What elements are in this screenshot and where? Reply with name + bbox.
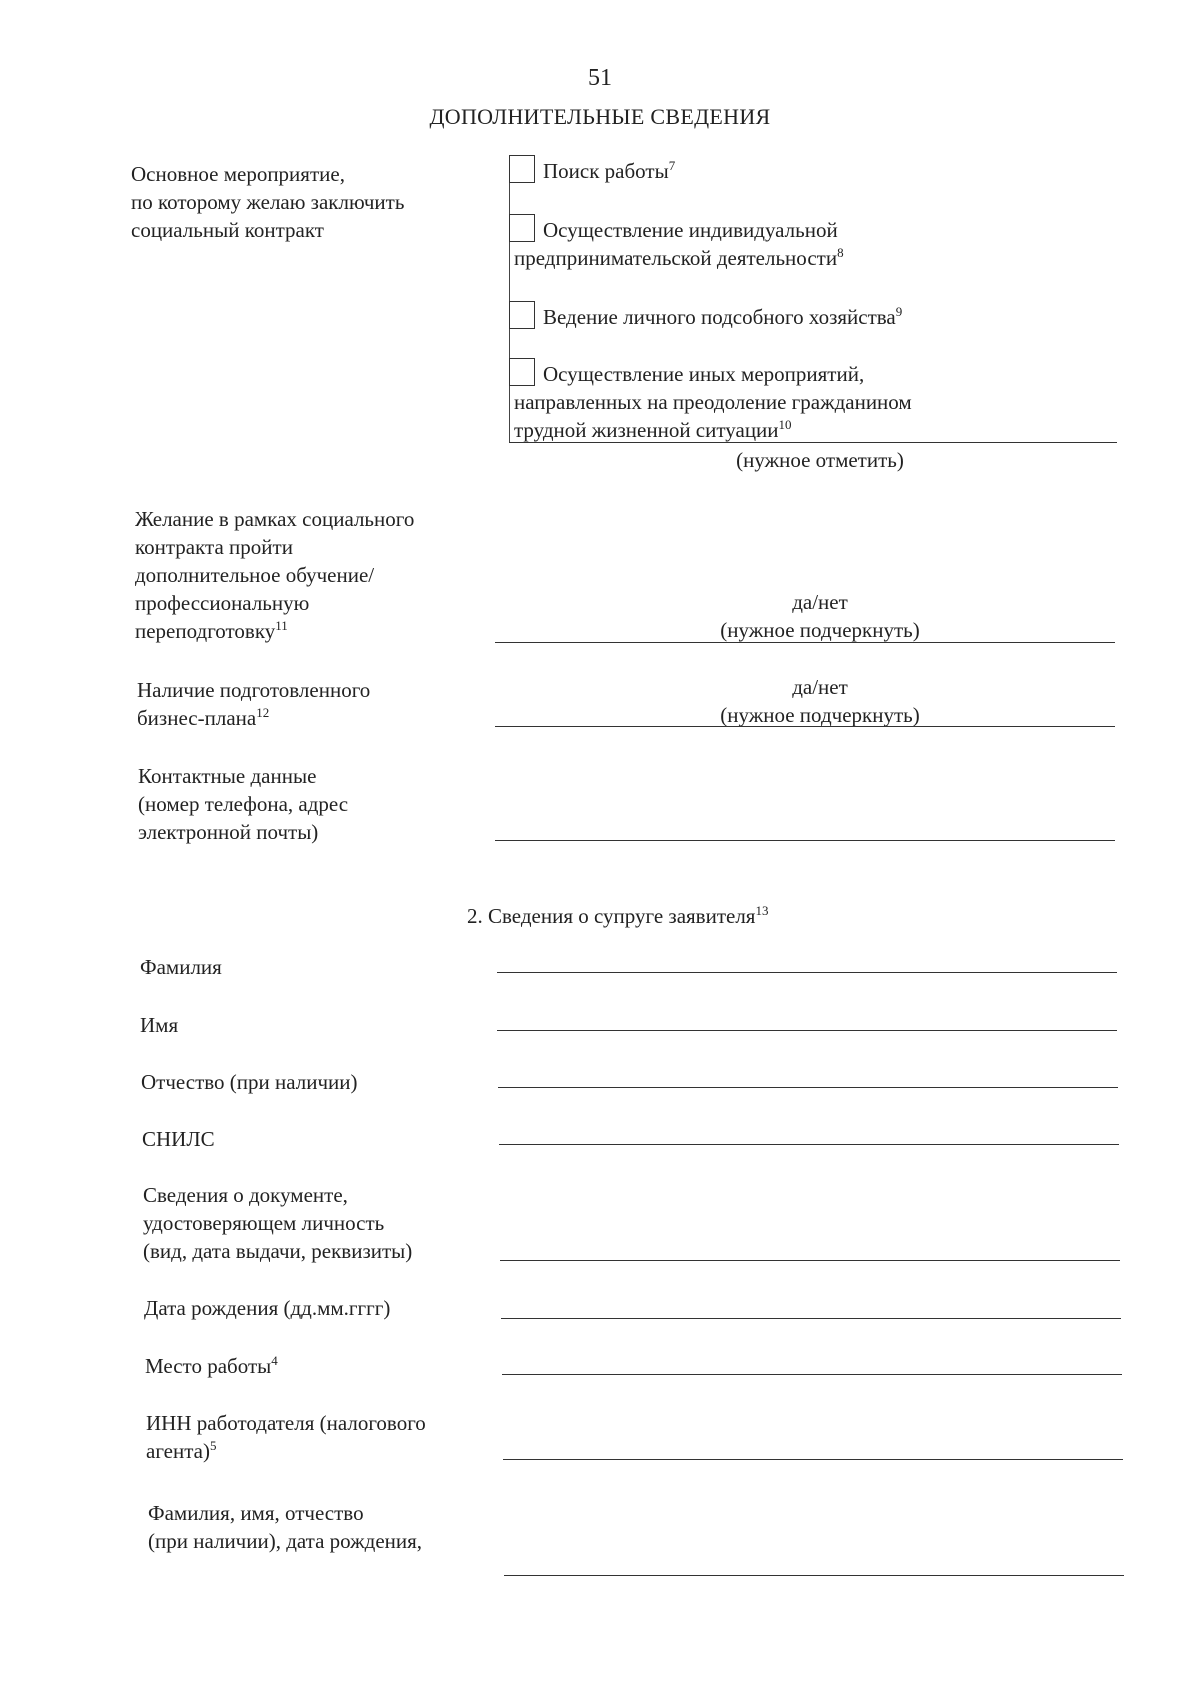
contacts-underline (495, 840, 1115, 841)
name-underline (497, 1030, 1117, 1031)
business-plan-note: (нужное подчеркнуть) (720, 703, 920, 727)
checkbox-entrepreneurship[interactable] (509, 214, 535, 242)
contacts-field[interactable] (495, 810, 1115, 838)
checkbox-job-search[interactable] (509, 155, 535, 183)
field-label-name: Имя (140, 1013, 179, 1037)
training-note: (нужное подчеркнуть) (720, 618, 920, 642)
option-other-line2: направленных на преодоление гражданином (514, 390, 912, 414)
training-label: Желание в рамках социального контракта пройти дополнительное обучение/ профессиональную переподготовку$^{11}$ (135, 507, 415, 643)
workplace-field[interactable] (502, 1344, 1122, 1372)
field-label-snils: СНИЛС (142, 1127, 215, 1151)
name-field[interactable] (497, 1000, 1117, 1028)
field-label-full-name-birth: Фамилия, имя, отчество (при наличии), дата рождения, (148, 1501, 423, 1553)
option-other-line3: трудной жизненной ситуации$^{10}$ (514, 417, 792, 442)
option-entrepreneurship-line2: предпринимательской деятельности$^8$ (514, 245, 844, 270)
business-plan-answer[interactable]: да/нет (792, 675, 848, 699)
birth-date-underline (501, 1318, 1121, 1319)
id-document-field[interactable] (500, 1230, 1120, 1258)
employer-inn-field[interactable] (503, 1429, 1123, 1457)
main-event-note: (нужное отметить) (736, 448, 904, 472)
full-name-birth-field[interactable] (504, 1545, 1124, 1573)
field-label-birth-date: Дата рождения (дд.мм.гггг) (144, 1296, 391, 1320)
field-label-surname: Фамилия (140, 955, 222, 979)
page-title: ДОПОЛНИТЕЛЬНЫЕ СВЕДЕНИЯ (429, 104, 771, 129)
field-label-patronymic: Отчество (при наличии) (141, 1070, 358, 1094)
spouse-section-heading: 2. Сведения о супруге заявителя$^{13}$ (467, 903, 769, 928)
business-plan-underline (495, 726, 1115, 727)
id-document-underline (500, 1260, 1120, 1261)
surname-field[interactable] (497, 942, 1117, 970)
field-label-employer-inn: ИНН работодателя (налогового агента)$^5$ (146, 1411, 426, 1463)
workplace-underline (502, 1374, 1122, 1375)
surname-underline (497, 972, 1117, 973)
snils-underline (499, 1144, 1119, 1145)
option-other-line1: Осуществление иных мероприятий, (543, 362, 865, 386)
training-answer[interactable]: да/нет (792, 590, 848, 614)
option-entrepreneurship-line1: Осуществление индивидуальной (543, 218, 838, 242)
full-name-birth-underline (504, 1575, 1124, 1576)
contacts-label: Контактные данные (номер телефона, адрес электронной почты) (138, 764, 349, 844)
option-job-search: Поиск работы$^7$ (543, 158, 676, 183)
training-underline (495, 642, 1115, 643)
patronymic-underline (498, 1087, 1118, 1088)
option-personal-farm: Ведение личного подсобного хозяйства$^9$ (543, 304, 903, 329)
options-underline (509, 442, 1117, 443)
patronymic-field[interactable] (498, 1057, 1118, 1085)
checkbox-other-activities[interactable] (509, 358, 535, 386)
main-event-label: Основное мероприятие, по которому желаю заключить социальный контракт (131, 162, 405, 242)
checkbox-personal-farm[interactable] (509, 301, 535, 329)
snils-field[interactable] (499, 1114, 1119, 1142)
field-label-workplace: Место работы$^4$ (145, 1353, 278, 1378)
page-number: 51 (588, 65, 612, 91)
options-bracket-line (509, 156, 510, 443)
birth-date-field[interactable] (501, 1288, 1121, 1316)
field-label-id-document: Сведения о документе, удостоверяющем личность (вид, дата выдачи, реквизиты) (143, 1183, 413, 1263)
employer-inn-underline (503, 1459, 1123, 1460)
business-plan-label: Наличие подготовленного бизнес-плана$^{12}$ (137, 678, 371, 730)
